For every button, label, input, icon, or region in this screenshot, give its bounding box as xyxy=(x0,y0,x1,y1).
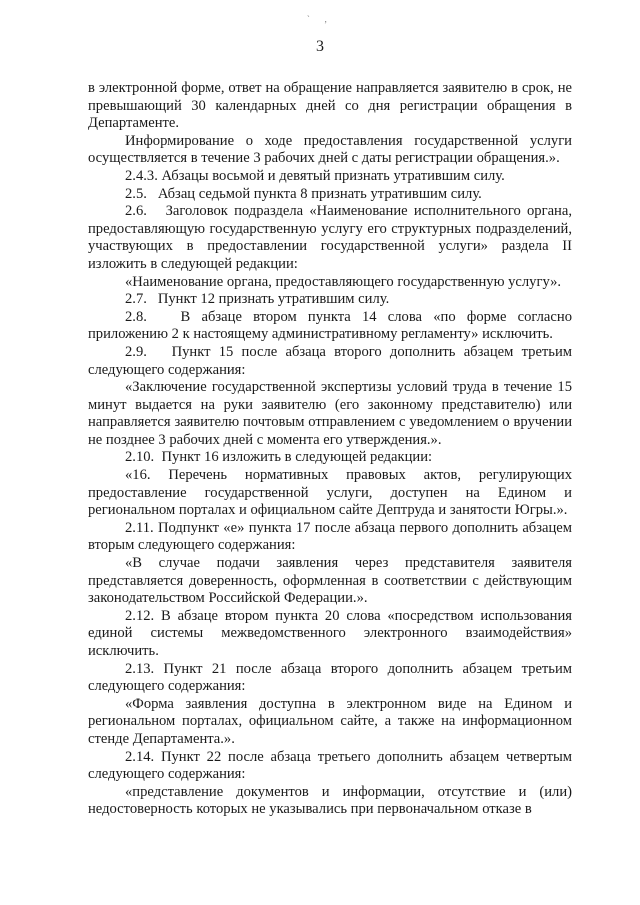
paragraph: «Форма заявления доступна в электронном виде на Едином и региональном порталах, официальном сайте, а также на информационном стенде Департамента.». xyxy=(88,695,572,747)
paragraph: Информирование о ходе предоставления государственной услуги осуществляется в течение 3 рабочих дней с даты регистрации обращения.». xyxy=(88,132,572,167)
paragraph: 2.7. Пункт 12 признать утратившим силу. xyxy=(125,291,390,308)
paragraph: «В случае подачи заявления через представителя заявителя представляется доверенность, оформленная в соответствии с действующим законодательством Российской Федерации.». xyxy=(88,555,572,607)
paragraph: 2.10. Пункт 16 изложить в следующей редакции: xyxy=(125,449,433,466)
paragraph: 2.8. В абзаце втором пункта 14 слова «по форме согласно приложению 2 к настоящему административному регламенту» исключить. xyxy=(88,308,572,343)
paragraph: 2.14. Пункт 22 после абзаца третьего дополнить абзацем четвертым следующего содержания: xyxy=(88,748,572,783)
paragraph: 2.11. Подпункт «е» пункта 17 после абзаца первого дополнить абзацем вторым следующего содержания: xyxy=(88,519,572,554)
document-body xyxy=(88,80,572,819)
paragraph: 2.5. Абзац седьмой пункта 8 признать утратившим силу. xyxy=(125,185,482,202)
paragraph: 2.4.3. Абзацы восьмой и девятый признать утратившим силу. xyxy=(125,167,505,184)
paragraph: 2.12. В абзаце втором пункта 20 слова «посредством использования единой системы межведомственного электронного взаимодействия» исключить. xyxy=(88,607,572,659)
paragraph: «представление документов и информации, отсутствие и (или) недостоверность которых не указывались при первоначальном отказе в xyxy=(88,783,572,818)
paragraph: «Заключение государственной экспертизы условий труда в течение 15 минут выдается на руки заявителю (его законному представителю) или направляется заявителю почтовым отправлением с уведомлением о вручении не позднее 3 рабочих дней с момента его утверждения.». xyxy=(88,379,572,448)
paragraph: в электронной форме, ответ на обращение направляется заявителю в срок, не превышающий 30 календарных дней со дня регистрации обращения в Департаменте. xyxy=(88,80,572,132)
page-number: 3 xyxy=(316,38,324,55)
paragraph: 2.6. Заголовок подраздела «Наименование исполнительного органа, предоставляющую государственную услугу его структурных подразделений, участвующих в предоставлении государственной услуги» раздела II изложить в следующей редакции: xyxy=(88,203,572,272)
paragraph: «16. Перечень нормативных правовых актов, регулирующих предоставление государственной услуги, доступен на Едином и региональном порталах и официальном сайте Дептруда и занятости Югры.». xyxy=(88,467,572,519)
paragraph: «Наименование органа, предоставляющего государственную услугу». xyxy=(125,273,562,290)
paragraph: 2.13. Пункт 21 после абзаца второго дополнить абзацем третьим следующего содержания: xyxy=(88,660,572,695)
paragraph: 2.9. Пункт 15 после абзаца второго дополнить абзацем третьим следующего содержания: xyxy=(88,343,572,378)
scan-marks: ` ‚ xyxy=(306,14,334,24)
